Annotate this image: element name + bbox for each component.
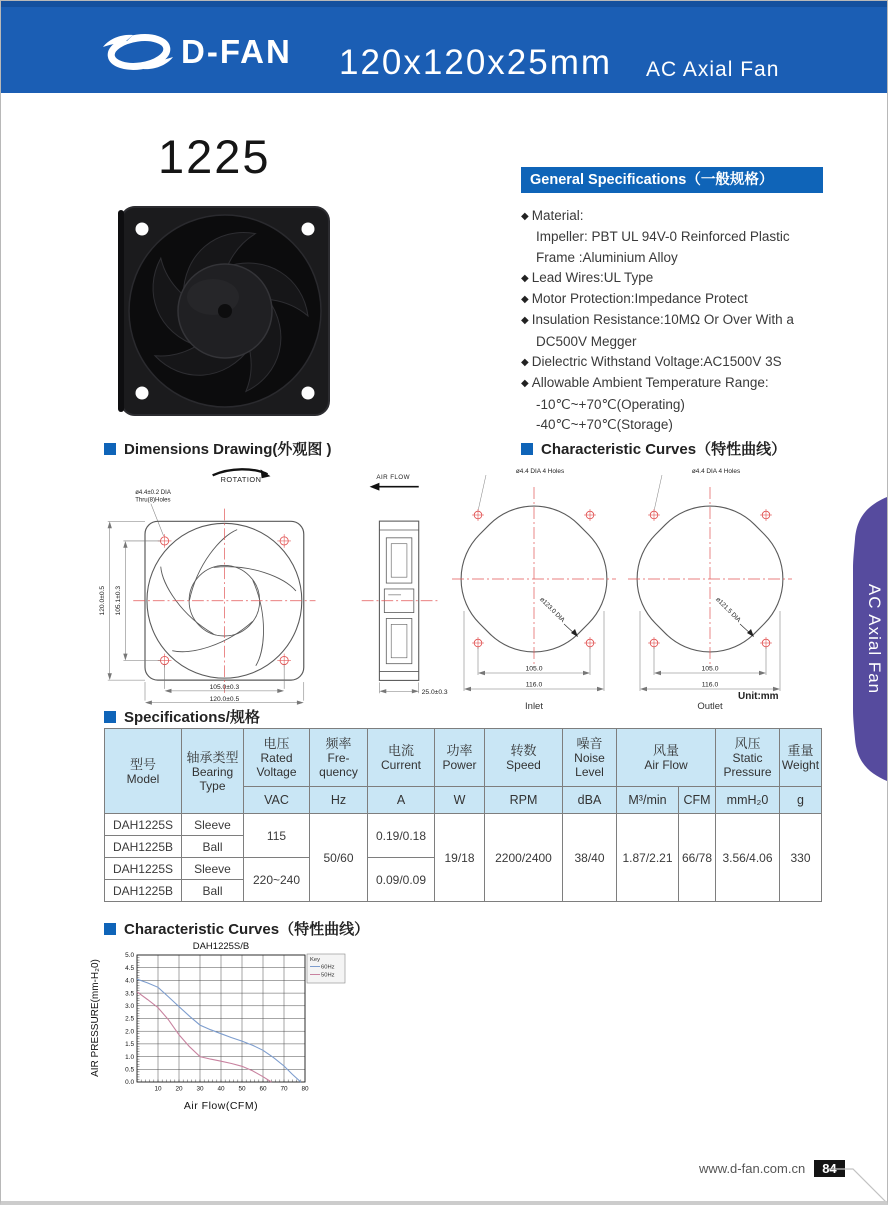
cell-model: DAH1225S [105,814,182,836]
svg-text:0.5: 0.5 [125,1066,134,1074]
blue-square-icon [104,923,116,935]
cell-voltage-115: 115 [244,814,310,858]
website-link[interactable]: www.d-fan.com.cn [699,1161,806,1176]
diamond-bullet-icon: ◆ [521,315,529,327]
fan-size-title: 120x120x25mm [339,43,613,82]
cell-current-1: 0.19/0.18 [368,814,435,858]
chart-xlabel: Air Flow(CFM) [183,1100,259,1112]
brand-logo [101,29,292,75]
outlet-centerlines [628,487,792,667]
curve-chart-svg [89,939,351,1119]
col-noise: 噪音 Noise Level [563,729,617,787]
front-dim-inner-height: 105.1±0.3 [115,585,123,616]
spec-item: ◆ Material: [521,208,584,223]
section-specifications: Specifications/规格 [104,706,260,727]
outlet-dim-frame: 116.0 [701,681,719,689]
front-dim-inner-width: 105.0±0.3 [209,683,240,691]
svg-text:60: 60 [259,1085,267,1093]
unit-vac: VAC [244,787,310,814]
outlet-view-drawing [624,461,796,713]
blue-square-icon [104,711,116,723]
cell-pressure: 3.56/4.06 [716,814,780,902]
svg-text:2.5: 2.5 [125,1015,134,1023]
col-speed: 转数 Speed [485,729,563,787]
unit-label: Unit:mm [738,691,779,702]
spec-item: DC500V Megger [536,333,637,349]
inlet-dim-frame: 116.0 [525,681,543,689]
col-current: 电流 Current [368,729,435,787]
outlet-diameter-label: ø121.5 DIA [714,596,742,624]
unit-w: W [435,787,485,814]
spec-item: ◆ Allowable Ambient Temperature Range: [521,375,769,391]
front-holes-dia-label: ø4.4±0.2 DIA [135,489,171,496]
side-dim-depth: 25.0±0.3 [421,689,448,697]
characteristic-curve-chart [89,939,351,1124]
spec-item: ◆ Dielectric Withstand Voltage:AC1500V 3S [521,354,782,370]
blue-square-icon [521,443,533,455]
inlet-dim-holes: 105.0 [525,665,543,673]
side-tab-label: AC Axial Fan [865,583,884,695]
col-airflow: 风量 Air Flow [617,729,716,787]
spec-item: -10℃~+70℃(Operating) [536,396,685,412]
unit-a: A [368,787,435,814]
col-voltage: 电压 Rated Voltage [244,729,310,787]
spec-item: Frame :Aluminium Alloy [536,249,678,265]
cell-model: DAH1225B [105,836,182,858]
section-characteristic-curves-bottom: Characteristic Curves（特性曲线） [104,918,369,939]
model-series-title: 1225 [158,130,271,183]
dimension-drawings [96,461,816,711]
svg-text:30: 30 [196,1085,204,1093]
cell-airflow-cfm: 66/78 [679,814,716,902]
side-tab-ac-axial-fan [833,497,887,781]
general-specs-title: General Specifications（一般规格） [521,167,823,193]
svg-text:4.0: 4.0 [125,977,134,985]
unit-g: g [780,787,822,814]
cell-bearing: Sleeve [182,814,244,836]
cell-bearing: Ball [182,880,244,902]
cell-weight: 330 [780,814,822,902]
svg-text:5.0: 5.0 [125,952,134,960]
svg-text:1.5: 1.5 [125,1041,134,1049]
cell-airflow-m3: 1.87/2.21 [617,814,679,902]
outlet-holes-label: ø4.4 DIA 4 Holes [691,468,741,475]
col-bearing: 轴承类型 Bearing Type [182,729,244,814]
chart-legend [307,954,345,983]
front-dim-outer-height: 120.0±0.5 [98,585,106,616]
svg-text:50: 50 [238,1085,246,1093]
cell-noise: 38/40 [563,814,617,902]
diamond-bullet-icon: ◆ [521,211,529,222]
front-view-drawing [96,467,341,707]
unit-rpm: RPM [485,787,563,814]
unit-dba: dBA [563,787,617,814]
svg-text:2.0: 2.0 [125,1028,134,1036]
inlet-label: Inlet [525,701,543,712]
svg-text:4.5: 4.5 [125,964,134,972]
spec-item: ◆ Lead Wires:UL Type [521,269,654,285]
chart-plot-area [125,952,309,1092]
inlet-view-drawing [448,461,620,713]
front-blades [147,522,296,670]
general-specifications [521,167,823,435]
front-holes-count-label: Thru(8)Holes [135,497,171,504]
outlet-dim-holes: 105.0 [701,665,719,673]
col-pressure: 风压 Static Pressure [716,729,780,787]
spec-item: ◆ Insulation Resistance:10MΩ Or Over With a [521,312,794,328]
cell-model: DAH1225S [105,858,182,880]
svg-text:40: 40 [217,1085,225,1093]
table-row [105,814,822,836]
diamond-bullet-icon: ◆ [521,378,529,390]
inlet-diameter-label: ø123.0 DIA [538,596,566,624]
cell-power: 19/18 [435,814,485,902]
cell-current-2: 0.09/0.09 [368,858,435,902]
chart-ylabel: AIR PRESSURE(mm-H₂0) [90,959,101,1077]
table-header-row [105,729,822,787]
svg-text:0.0: 0.0 [125,1079,134,1087]
spec-table [104,728,822,902]
svg-text:10: 10 [154,1085,162,1093]
page-number-badge: 84 [814,1160,844,1177]
cell-bearing: Ball [182,836,244,858]
general-specs-list [521,206,823,435]
blue-square-icon [104,443,116,455]
diamond-bullet-icon: ◆ [521,357,529,369]
svg-text:70: 70 [280,1085,288,1093]
cell-bearing: Sleeve [182,858,244,880]
cell-voltage-220: 220~240 [244,858,310,902]
spec-item: Impeller: PBT UL 94V-0 Reinforced Plastic [536,229,790,245]
section-dimensions-drawing: Dimensions Drawing(外观图 ) [104,438,332,459]
cell-model: DAH1225B [105,880,182,902]
diamond-bullet-icon: ◆ [521,272,529,284]
front-centerlines [133,509,315,693]
col-weight: 重量 Weight [780,729,822,787]
product-photo [117,198,337,426]
page-footer [1,1158,887,1198]
chart-title: DAH1225S/B [192,941,250,952]
inlet-centerlines [452,487,616,667]
unit-hz: Hz [310,787,368,814]
unit-cfm: CFM [679,787,716,814]
side-view-drawing [344,467,462,707]
spec-item: -40℃~+70℃(Storage) [536,416,673,432]
section-characteristic-curves-right: Characteristic Curves（特性曲线） [521,438,786,459]
svg-text:1.0: 1.0 [125,1053,134,1061]
col-model: 型号 Model [105,729,182,814]
col-power: 功率 Power [435,729,485,787]
cell-frequency: 50/60 [310,814,368,902]
cell-speed: 2200/2400 [485,814,563,902]
footer-corner-line [827,1161,888,1205]
svg-text:80: 80 [301,1085,309,1093]
rotation-label: ROTATION [220,475,262,485]
svg-text:20: 20 [175,1085,183,1093]
brand-name: D-FAN [181,33,292,70]
svg-text:3.5: 3.5 [125,990,134,998]
dfan-logo-icon [101,29,175,75]
inlet-holes-label: ø4.4 DIA 4 Holes [515,468,565,475]
unit-mmh2o: mmH₂0 [716,787,780,814]
legend-title: Key [310,957,320,963]
diamond-bullet-icon: ◆ [521,294,529,306]
legend-60hz-label: 60Hz [321,964,335,971]
outlet-label: Outlet [697,701,723,712]
airflow-label: AIR FLOW [376,473,410,481]
unit-m3min: M³/min [617,787,679,814]
header-banner [1,1,887,93]
legend-50hz-label: 50Hz [321,972,335,979]
svg-text:3.0: 3.0 [125,1003,134,1010]
spec-item: ◆ Motor Protection:Impedance Protect [521,291,748,307]
col-frequency: 频率 Fre-quency [310,729,368,787]
front-dim-outer-width: 120.0±0.5 [209,696,240,704]
fan-category: AC Axial Fan [646,58,780,81]
front-dim-arrows [108,521,304,704]
